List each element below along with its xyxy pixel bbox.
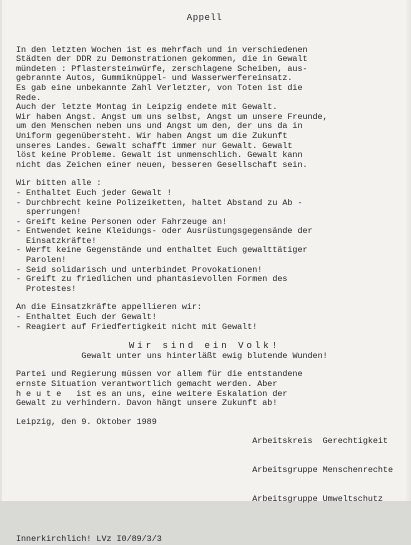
intro-paragraph — [16, 46, 393, 171]
intro-line: löst keine Probleme. Gewalt ist unmenschlich. Gewalt kann — [16, 150, 303, 161]
signatories — [252, 418, 393, 524]
list-item: - Reagiert auf Friedfertigkeit nicht mit Gewalt! — [16, 321, 258, 332]
forces-request-list — [16, 313, 393, 332]
list-item: - Greift zu friedlichen und phantasievollen Formen des — [16, 274, 288, 285]
place-date: Leipzig, den 9. Oktober 1989 — [16, 416, 157, 427]
request-heading: Wir bitten alle : — [16, 178, 102, 189]
scan-edge-shadow — [405, 0, 411, 501]
slogan-subline: Gewalt unter uns hinterläßt ewig blutende Wunden! — [81, 350, 328, 361]
list-item: - Enthaltet Euch der Gewalt! — [16, 312, 157, 323]
slogan: Wir sind ein Volk! — [128, 341, 281, 352]
intro-line: Rede. — [16, 92, 42, 103]
intro-line: mündeten : Pflastersteinwürfe, zerschlagene Scheiben, aus- — [16, 63, 308, 74]
list-item: - Werft keine Gegenstände und enthaltet Euch gewalttätiger — [16, 245, 308, 256]
closing-line: ernste Situation verantwortlich gemacht werden. Aber — [16, 379, 278, 389]
intro-line: um den Menschen neben uns und Angst um den, der uns da in — [16, 121, 303, 132]
intro-line: Uniform gegenübersteht. Wir haben Angst um die Zukunft — [16, 130, 288, 141]
intro-line: In den letzten Wochen ist es mehrfach und in verschiedenen — [16, 44, 308, 55]
list-item: Einsatzkräfte! — [16, 235, 97, 246]
intro-line: nicht das Zeichen einer neuen, besseren Gesellschaft sein. — [16, 159, 308, 170]
forces-heading: An die Einsatzkräfte appellieren wir: — [16, 302, 202, 313]
signatory: Arbeitskreis Gerechtigkeit — [252, 435, 388, 446]
closing-note: Innerkirchlich! LVz I0/89/3/3 — [16, 534, 162, 545]
list-item: - Entwendet keine Kleidungs- oder Ausrüstungsgegensände der — [16, 226, 313, 237]
document-title: Appell — [186, 13, 223, 23]
closing-paragraph — [16, 370, 393, 408]
intro-line: Städten der DDR zu Demonstrationen gekommen, die in Gewalt — [16, 54, 308, 65]
intro-line: Wir haben Angst. Angst um uns selbst, Angst um unsere Freunde, — [16, 111, 328, 122]
list-item: Parolen! — [16, 255, 67, 266]
closing-line: h e u t e ist es an uns, eine weitere Eskalation der — [16, 388, 288, 399]
signatory: Arbeitsgruppe Umweltschutz — [252, 493, 383, 504]
list-item: Protestes! — [16, 283, 77, 294]
list-item: - Greift keine Personen oder Fahrzeuge an! — [16, 216, 228, 227]
request-list — [16, 189, 393, 295]
closing-line: Partei und Regierung müssen vor allem für die entstandene — [16, 369, 303, 380]
list-item: sperrungen! — [16, 207, 82, 218]
signatory: Arbeitsgruppe Menschenrechte — [252, 464, 393, 475]
intro-line: gebrannte Autos, Gummiknüppel- und Wasserwerfereinsatz. — [16, 73, 293, 84]
intro-line: Auch der letzte Montag in Leipzig endete mit Gewalt. — [16, 102, 278, 113]
closing-line: Gewalt zu verhindern. Davon hängt unsere Zukunft ab! — [16, 398, 278, 409]
intro-line: unseres Landes. Gewalt schafft immer nur Gewalt. Gewalt — [16, 140, 293, 151]
signature-block — [16, 418, 393, 524]
list-item: - Enthaltet Euch jeder Gewalt ! — [16, 187, 172, 198]
list-item: - Durchbrecht keine Polizeiketten, haltet Abstand zu Ab - — [16, 197, 303, 208]
intro-line: Es gab eine unbekannte Zahl Verletzter, von Toten ist die — [16, 82, 303, 93]
list-item: - Seid solidarisch und unterbindet Provokationen! — [16, 264, 263, 275]
